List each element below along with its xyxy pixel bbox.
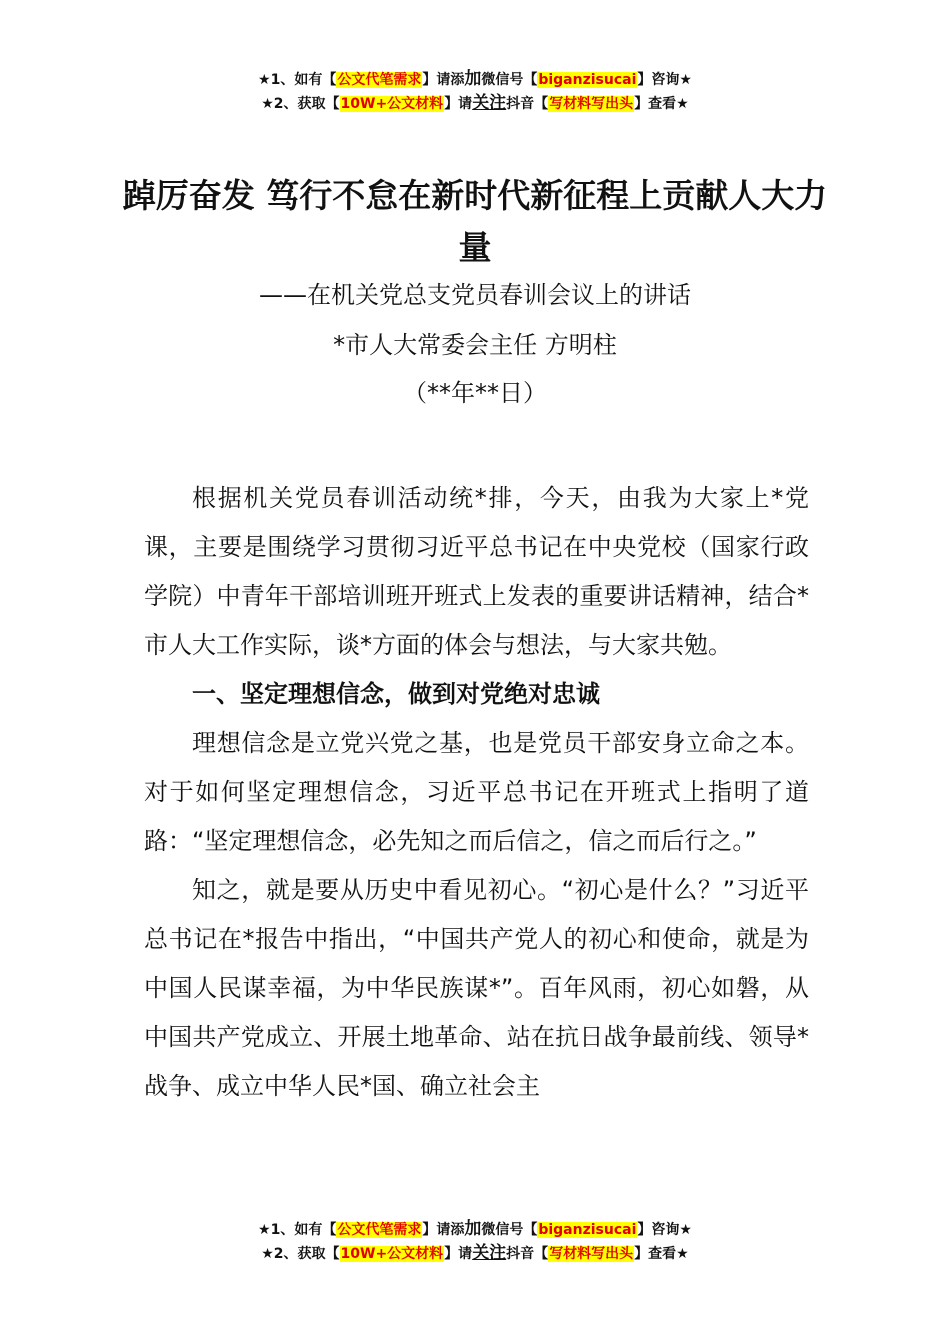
promo-highlight: 公文代笔需求 (337, 1222, 422, 1238)
promo-text: 微信号【 (481, 1222, 538, 1238)
promo-line-1 (0, 1218, 950, 1242)
promo-text: 微信号【 (481, 72, 538, 88)
header-promo-banner (0, 68, 950, 116)
promo-line-2 (0, 92, 950, 116)
document-body (144, 474, 809, 1111)
footer-promo-banner (0, 1218, 950, 1266)
promo-highlight: 写材料写出头 (549, 1246, 634, 1262)
intro-paragraph: 根据机关党员春训活动统*排，今天，由我为大家上*党课，主要是围绕学习贯彻习近平总书记在中央党校（国家行政学院）中青年干部培训班开班式上发表的重要讲话精神，结合*市人大工作实际，谈*方面的体会与想法，与大家共勉。 (144, 484, 809, 659)
promo-text: ★2、获取【 (261, 1246, 340, 1262)
promo-text: 】请 (444, 96, 473, 112)
promo-text: 抖音【 (506, 1246, 549, 1262)
promo-text: ★1、如有【 (258, 1222, 337, 1238)
document-subtitle: ——在机关党总支党员春训会议上的讲话 (259, 281, 691, 309)
promo-highlight: 公文代笔需求 (337, 72, 422, 88)
promo-text: 】咨询★ (637, 1222, 692, 1238)
document-author: *市人大常委会主任 方明柱 (333, 331, 617, 359)
section-heading: 一、坚定理想信念，做到对党绝对忠诚 (192, 680, 600, 708)
document-date: （**年**日） (403, 379, 547, 407)
promo-text: 】请 (444, 1246, 473, 1262)
promo-highlight: 10W+公文材料 (340, 1246, 444, 1262)
document-title: 踔厉奋发 笃行不怠在新时代新征程上贡献人大力量 (122, 176, 828, 267)
promo-line-2 (0, 1242, 950, 1266)
promo-line-1 (0, 68, 950, 92)
promo-text: ★1、如有【 (258, 72, 337, 88)
promo-text: 加 (464, 1219, 482, 1239)
promo-text: 】查看★ (634, 96, 689, 112)
promo-highlight: biganzisucai (538, 72, 637, 88)
promo-text: 】查看★ (634, 1246, 689, 1262)
promo-highlight: 写材料写出头 (549, 96, 634, 112)
body-paragraph: 知之，就是要从历史中看见初心。“初心是什么？”习近平总书记在*报告中指出，“中国共产党人的初心和使命，就是为中国人民谋幸福，为中华民族谋*”。百年风雨，初心如磐，从中国共产党成立、开展土地革命、站在抗日战争最前线、领导*战争、成立中华人民*国、确立社会主 (144, 876, 809, 1100)
promo-text: 加 (464, 69, 482, 89)
promo-text: 】请添 (422, 1222, 465, 1238)
body-paragraph: 理想信念是立党兴党之基，也是党员干部安身立命之本。对于如何坚定理想信念，习近平总书记在开班式上指明了道路：“坚定理想信念，必先知之而后信之，信之而后行之。” (144, 729, 809, 855)
promo-text: 抖音【 (506, 96, 549, 112)
promo-text: 】咨询★ (637, 72, 692, 88)
promo-text: ★2、获取【 (261, 96, 340, 112)
promo-text: 】请添 (422, 72, 465, 88)
promo-highlight: 10W+公文材料 (340, 96, 444, 112)
promo-highlight: biganzisucai (538, 1222, 637, 1238)
promo-text: 关注 (472, 93, 507, 113)
promo-text: 关注 (472, 1243, 507, 1263)
